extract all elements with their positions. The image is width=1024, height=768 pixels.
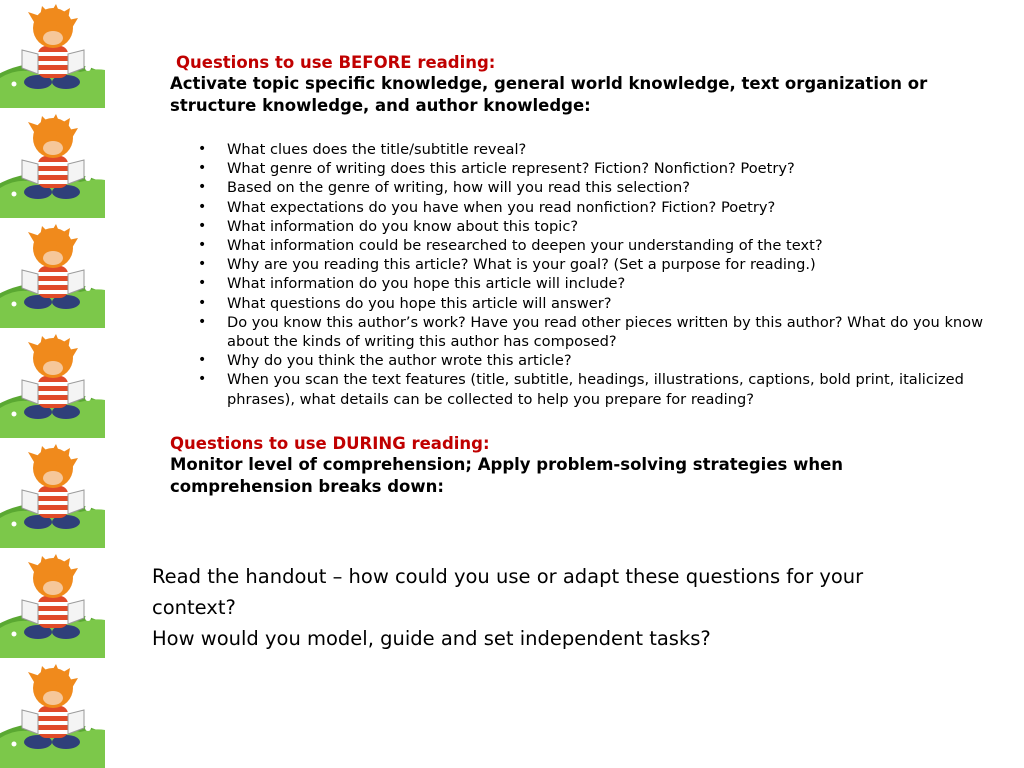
question-item: • When you scan the text features (title, subtitle, headings, illustrations, captions, bold print, italicized phrases), what details can be collected to help you prepare for reading? <box>170 370 990 408</box>
question-item: • What information do you know about this topic? <box>170 217 990 236</box>
question-item: • What genre of writing does this article represent? Fiction? Nonfiction? Poetry? <box>170 159 990 178</box>
before-reading-question-list <box>170 140 990 409</box>
question-item: • Based on the genre of writing, how will you read this selection? <box>170 178 990 197</box>
decorative-sidebar <box>0 0 105 768</box>
question-item: • Why are you reading this article? What is your goal? (Set a purpose for reading.) <box>170 255 990 274</box>
during-reading-section <box>170 433 990 498</box>
before-reading-subheading: Activate topic specific knowledge, general world knowledge, text organization or structure knowledge, and author knowledge: <box>170 74 928 115</box>
question-item: • What clues does the title/subtitle reveal? <box>170 140 990 159</box>
question-item: • What questions do you hope this article will answer? <box>170 294 990 313</box>
question-item: • Why do you think the author wrote this article? <box>170 351 990 370</box>
child-reading-on-grass-icon <box>0 658 105 768</box>
question-item: • What information could be researched to deepen your understanding of the text? <box>170 236 990 255</box>
during-reading-heading: Questions to use DURING reading: <box>170 433 490 453</box>
prompt-line-1: Read the handout – how could you use or adapt these questions for your context? <box>152 565 864 619</box>
question-item: • What expectations do you have when you read nonfiction? Fiction? Poetry? <box>170 198 990 217</box>
during-reading-subheading: Monitor level of comprehension; Apply problem-solving strategies when comprehension breaks down: <box>170 454 844 496</box>
child-reading-on-grass-icon <box>0 548 105 658</box>
child-reading-on-grass-icon <box>0 438 105 548</box>
before-reading-heading: Questions to use BEFORE reading: <box>176 53 496 72</box>
child-reading-on-grass-icon <box>0 218 105 328</box>
question-item: • What information do you hope this article will include? <box>170 274 990 293</box>
child-reading-on-grass-icon <box>0 0 105 108</box>
child-reading-on-grass-icon <box>0 328 105 438</box>
handout-excerpt <box>170 52 990 498</box>
discussion-prompt <box>152 561 952 654</box>
prompt-line-2: How would you model, guide and set independent tasks? <box>152 627 711 650</box>
question-item: • Do you know this author’s work? Have you read other pieces written by this author? What do you know about the kinds of writing this author has composed? <box>170 313 990 351</box>
child-reading-on-grass-icon <box>0 108 105 218</box>
